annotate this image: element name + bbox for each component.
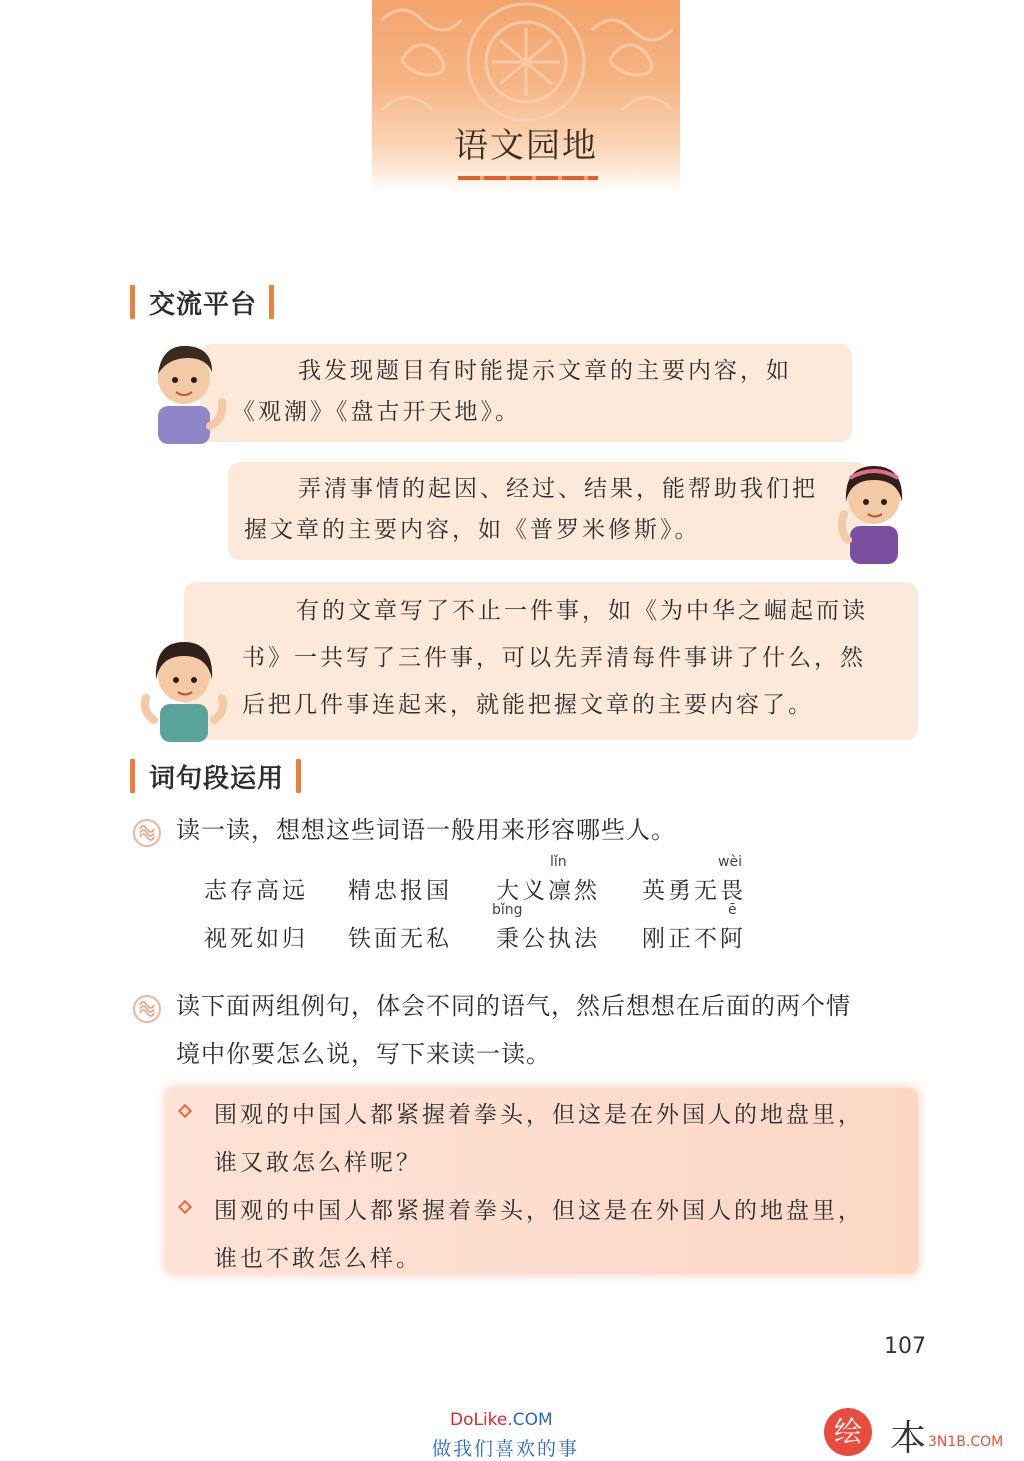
girl-avatar-icon [826, 456, 918, 564]
pinyin-annotation: wèi [718, 854, 742, 870]
title-underline [458, 176, 598, 180]
page-number: 107 [884, 1334, 926, 1359]
heading-bar-right [269, 285, 274, 319]
instruction-line: 境中你要怎么说，写下来读一读。 [176, 1040, 551, 1068]
bubble-line: 《观潮》《盘古开天地》。 [232, 399, 521, 425]
example-line: 围观的中国人都紧握着拳头，但这是在外国人的地盘里， [214, 1102, 864, 1128]
word-item: 秉公执法 [496, 926, 600, 952]
bubble-line: 书》一共写了三件事，可以先弄清每件事讲了什么，然 [242, 645, 866, 671]
section-heading-exchange [130, 282, 274, 322]
example-line: 围观的中国人都紧握着拳头，但这是在外国人的地盘里， [214, 1198, 864, 1224]
watermark-logo-site: 3N1B.COM [928, 1434, 1004, 1450]
pinyin-annotation: bǐng [492, 902, 523, 918]
watermark-logo: 绘 [824, 1408, 872, 1456]
example-line: 谁又敢怎么样呢？ [214, 1150, 422, 1176]
pinyin-annotation: ē [728, 902, 737, 918]
bubble-line: 我发现题目有时能提示文章的主要内容，如 [298, 358, 792, 384]
example-line: 谁也不敢怎么样。 [214, 1246, 422, 1272]
watermark-logo-char: 本 [890, 1418, 927, 1459]
heading-bar-right [296, 759, 301, 793]
bubble-line: 握文章的主要内容，如《普罗米修斯》。 [244, 517, 701, 543]
watermark-tagline: 做我们喜欢的事 [432, 1438, 580, 1460]
word-item: 精忠报国 [348, 878, 452, 904]
watermark-site-part: DoLike [450, 1410, 508, 1430]
speech-bubble-2 [228, 462, 868, 560]
heading-bar-left [130, 759, 135, 793]
word-item: 视死如归 [204, 926, 308, 952]
girl-avatar-icon-2 [136, 632, 234, 742]
instruction-line: 读下面两组例句，体会不同的语气，然后想想在后面的两个情 [176, 992, 851, 1020]
section-heading-words [130, 756, 301, 796]
word-item: 英勇无畏 [642, 878, 746, 904]
speech-bubble-1 [200, 344, 852, 442]
title-banner [372, 0, 680, 190]
bubble-line: 后把几件事连起来，就能把握文章的主要内容了。 [242, 692, 814, 718]
watermark-site-part: .COM [507, 1410, 553, 1430]
word-item: 刚正不阿 [642, 926, 746, 952]
section-title: 交流平台 [149, 289, 258, 320]
task1-instruction: 读一读，想想这些词语一般用来形容哪些人。 [176, 816, 676, 844]
watermark-site [450, 1410, 553, 1430]
speech-bubble-3 [184, 582, 918, 740]
heading-bar-left [130, 285, 135, 319]
swirl-bullet-icon [132, 818, 162, 848]
word-item: 志存高远 [204, 878, 308, 904]
swirl-bullet-icon [132, 994, 162, 1024]
section-title: 词句段运用 [149, 763, 285, 794]
word-item: 铁面无私 [348, 926, 452, 952]
pinyin-annotation: lǐn [550, 854, 567, 870]
page-title: 语文园地 [454, 126, 598, 166]
word-item: 大义凛然 [496, 878, 600, 904]
task2-instruction [176, 982, 851, 1078]
boy-avatar-icon [140, 336, 236, 444]
bubble-line: 弄清事情的起因、经过、结果，能帮助我们把 [298, 476, 818, 502]
bubble-line: 有的文章写了不止一件事，如《为中华之崛起而读 [296, 598, 868, 624]
